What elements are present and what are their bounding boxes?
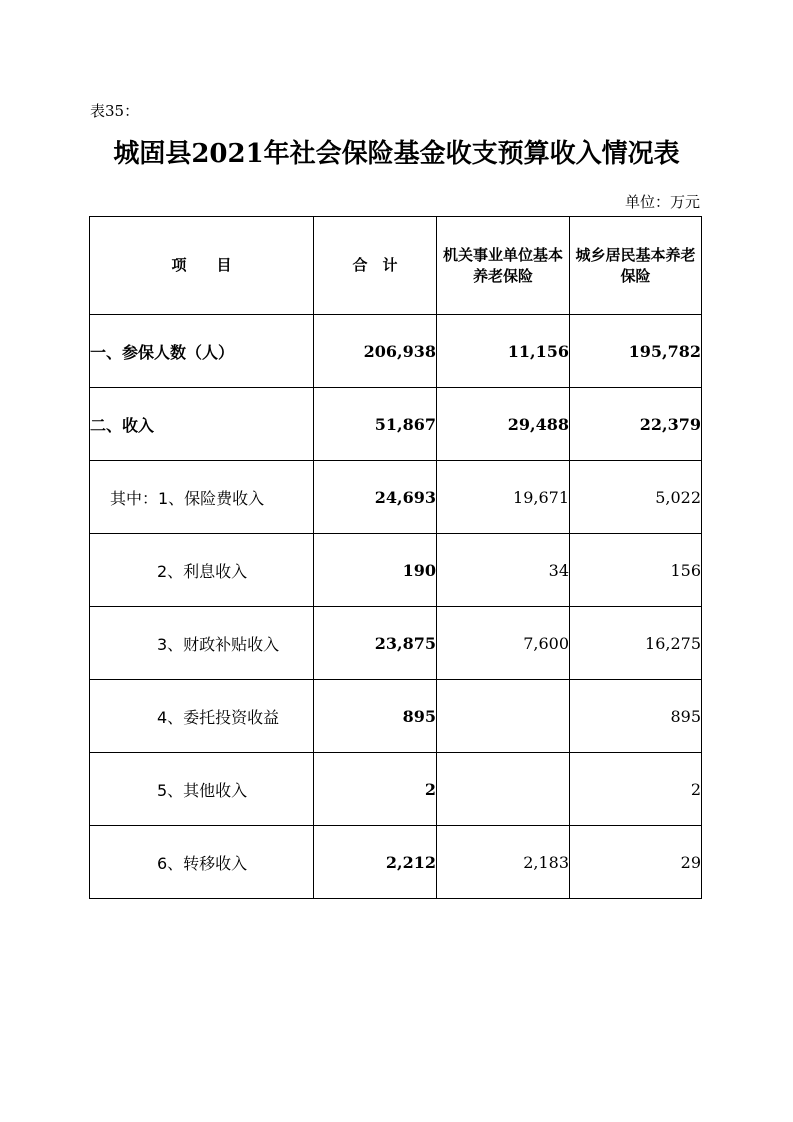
cell-total: 2,212 [314,826,437,899]
row-label: 3、财政补贴收入 [90,607,314,680]
table-row [90,315,702,388]
header-institution-pension: 机关事业单位基本养老保险 [437,217,570,315]
row-label: 2、利息收入 [90,534,314,607]
row-label: 其中：1、保险费收入 [90,461,314,534]
cell-resident: 29 [570,826,702,899]
header-row [90,217,702,315]
cell-total: 206,938 [314,315,437,388]
cell-institution [437,680,570,753]
cell-resident: 195,782 [570,315,702,388]
header-item: 项 目 [90,217,314,315]
table-row [90,388,702,461]
table-row [90,826,702,899]
table-row [90,461,702,534]
cell-institution: 29,488 [437,388,570,461]
cell-resident: 16,275 [570,607,702,680]
row-label: 一、参保人数（人） [90,315,314,388]
table-row [90,753,702,826]
cell-resident: 895 [570,680,702,753]
cell-resident: 22,379 [570,388,702,461]
budget-table [89,216,702,899]
row-label: 6、转移收入 [90,826,314,899]
header-resident-pension: 城乡居民基本养老保险 [570,217,702,315]
cell-institution: 2,183 [437,826,570,899]
cell-institution: 19,671 [437,461,570,534]
cell-total: 895 [314,680,437,753]
cell-institution: 7,600 [437,607,570,680]
row-label: 二、收入 [90,388,314,461]
row-label: 5、其他收入 [90,753,314,826]
table-row [90,607,702,680]
cell-institution [437,753,570,826]
cell-total: 23,875 [314,607,437,680]
cell-total: 51,867 [314,388,437,461]
table-row [90,680,702,753]
cell-total: 24,693 [314,461,437,534]
cell-total: 190 [314,534,437,607]
cell-total: 2 [314,753,437,826]
table-number: 表35： [90,102,140,120]
cell-resident: 5,022 [570,461,702,534]
cell-resident: 2 [570,753,702,826]
cell-resident: 156 [570,534,702,607]
row-label: 4、委托投资收益 [90,680,314,753]
cell-institution: 34 [437,534,570,607]
unit-label: 单位：万元 [624,193,700,211]
document-title: 城固县2021年社会保险基金收支预算收入情况表 [113,139,680,169]
header-total: 合 计 [314,217,437,315]
table-row [90,534,702,607]
cell-institution: 11,156 [437,315,570,388]
